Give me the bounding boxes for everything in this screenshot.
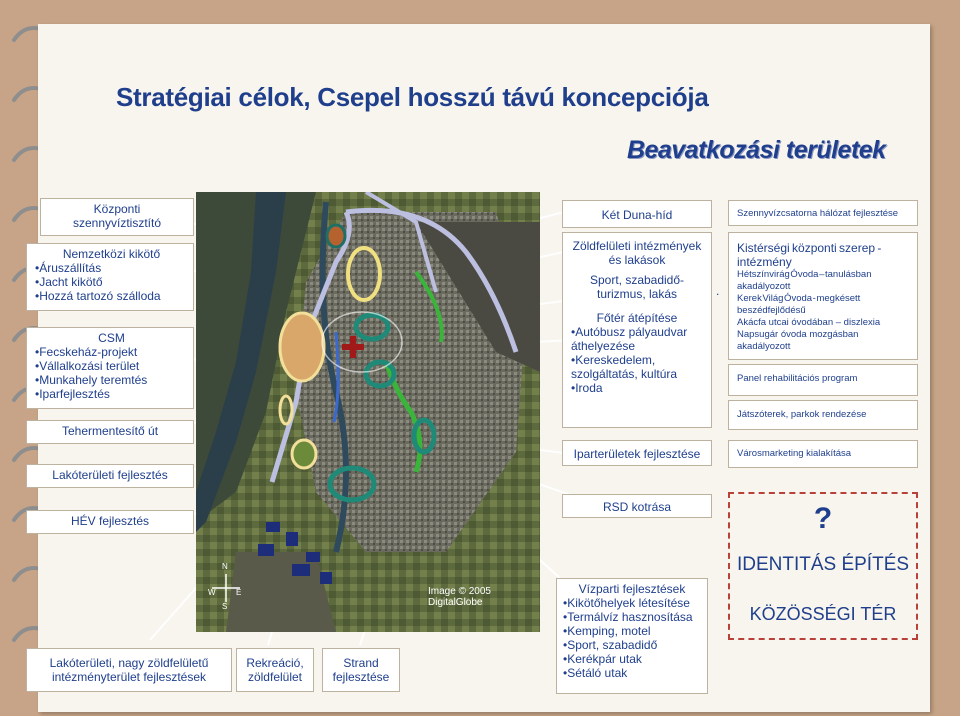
box-hev-development: HÉV fejlesztés (26, 510, 194, 534)
identity-building-label: IDENTITÁS ÉPÍTÉS (736, 554, 910, 575)
box-industrial-development: Iparterületek fejlesztése (562, 440, 712, 466)
box-playgrounds-parks: Játszóterek, parkok rendezése (728, 400, 918, 430)
box-recreation: Rekreáció, zöldfelület (236, 648, 314, 692)
compass-e: E (236, 588, 242, 597)
box-residential-development: Lakóterületi fejlesztés (26, 464, 194, 488)
community-space-label: KÖZÖSSÉGI TÉR (749, 604, 897, 624)
compass-w: W (208, 588, 216, 597)
box-international-port: Nemzetközi kikötő •Áruszállítás •Jacht kikötő •Hozzá tartozó szálloda (26, 243, 194, 311)
identity-box (728, 492, 918, 640)
box-rsd-dredging: RSD kotrása (562, 494, 712, 518)
box-kindergartens: Kistérségi központi szerep - intézmény Hétszínvirág Óvoda – tanulásban akadályozott Kerek Világ Óvoda - megkésett beszédfejlődésű Akácfa utcai óvodában – diszlexia Napsugár óvoda mozgásban akadályozott (728, 232, 918, 360)
question-mark: ? (813, 502, 833, 535)
page-title: Stratégiai célok, Csepel hosszú távú koncepciója (116, 82, 709, 112)
box-panel-rehab: Panel rehabilitációs program (728, 364, 918, 396)
map-graphic (196, 192, 540, 632)
box-sewer-network: Szennyvízcsatorna hálózat fejlesztése (728, 200, 918, 226)
box-green-institutional: Lakóterületi, nagy zöldfelületű intézményterület fejlesztések (26, 648, 232, 692)
compass-n: N (222, 562, 228, 571)
satellite-map (196, 192, 540, 632)
stray-dot: . (716, 284, 720, 298)
box-beach: Strand fejlesztése (322, 648, 400, 692)
box-city-marketing: Városmarketing kialakítása (728, 440, 918, 468)
compass-s: S (222, 602, 228, 611)
box-waterfront-development: Vízparti fejlesztések •Kikötőhelyek létesítése •Termálvíz hasznosítása •Kemping, motel •Sport, szabadidő •Kerékpár utak •Sétáló utak (556, 578, 708, 694)
box-central-wastewater: Központi szennyvíztisztító (40, 198, 194, 236)
box-two-danube-bridges: Két Duna-híd (562, 200, 712, 228)
box-csm: CSM •Fecskeház-projekt •Vállalkozási terület •Munkahely teremtés •Iparfejlesztés (26, 327, 194, 409)
page-subtitle: Beavatkozási területek (627, 136, 886, 164)
box-green-sport-mainsquare: Zöldfelületi intézmények és lakások Sport, szabadidő- turizmus, lakás Főtér átépítése •Autóbusz pályaudvar áthelyezése •Kereskedelem, szolgáltatás, kultúra •Iroda (562, 232, 712, 428)
box-relief-road: Tehermentesítő út (26, 420, 194, 444)
map-credit: Image © 2005 DigitalGlobe (428, 586, 491, 608)
